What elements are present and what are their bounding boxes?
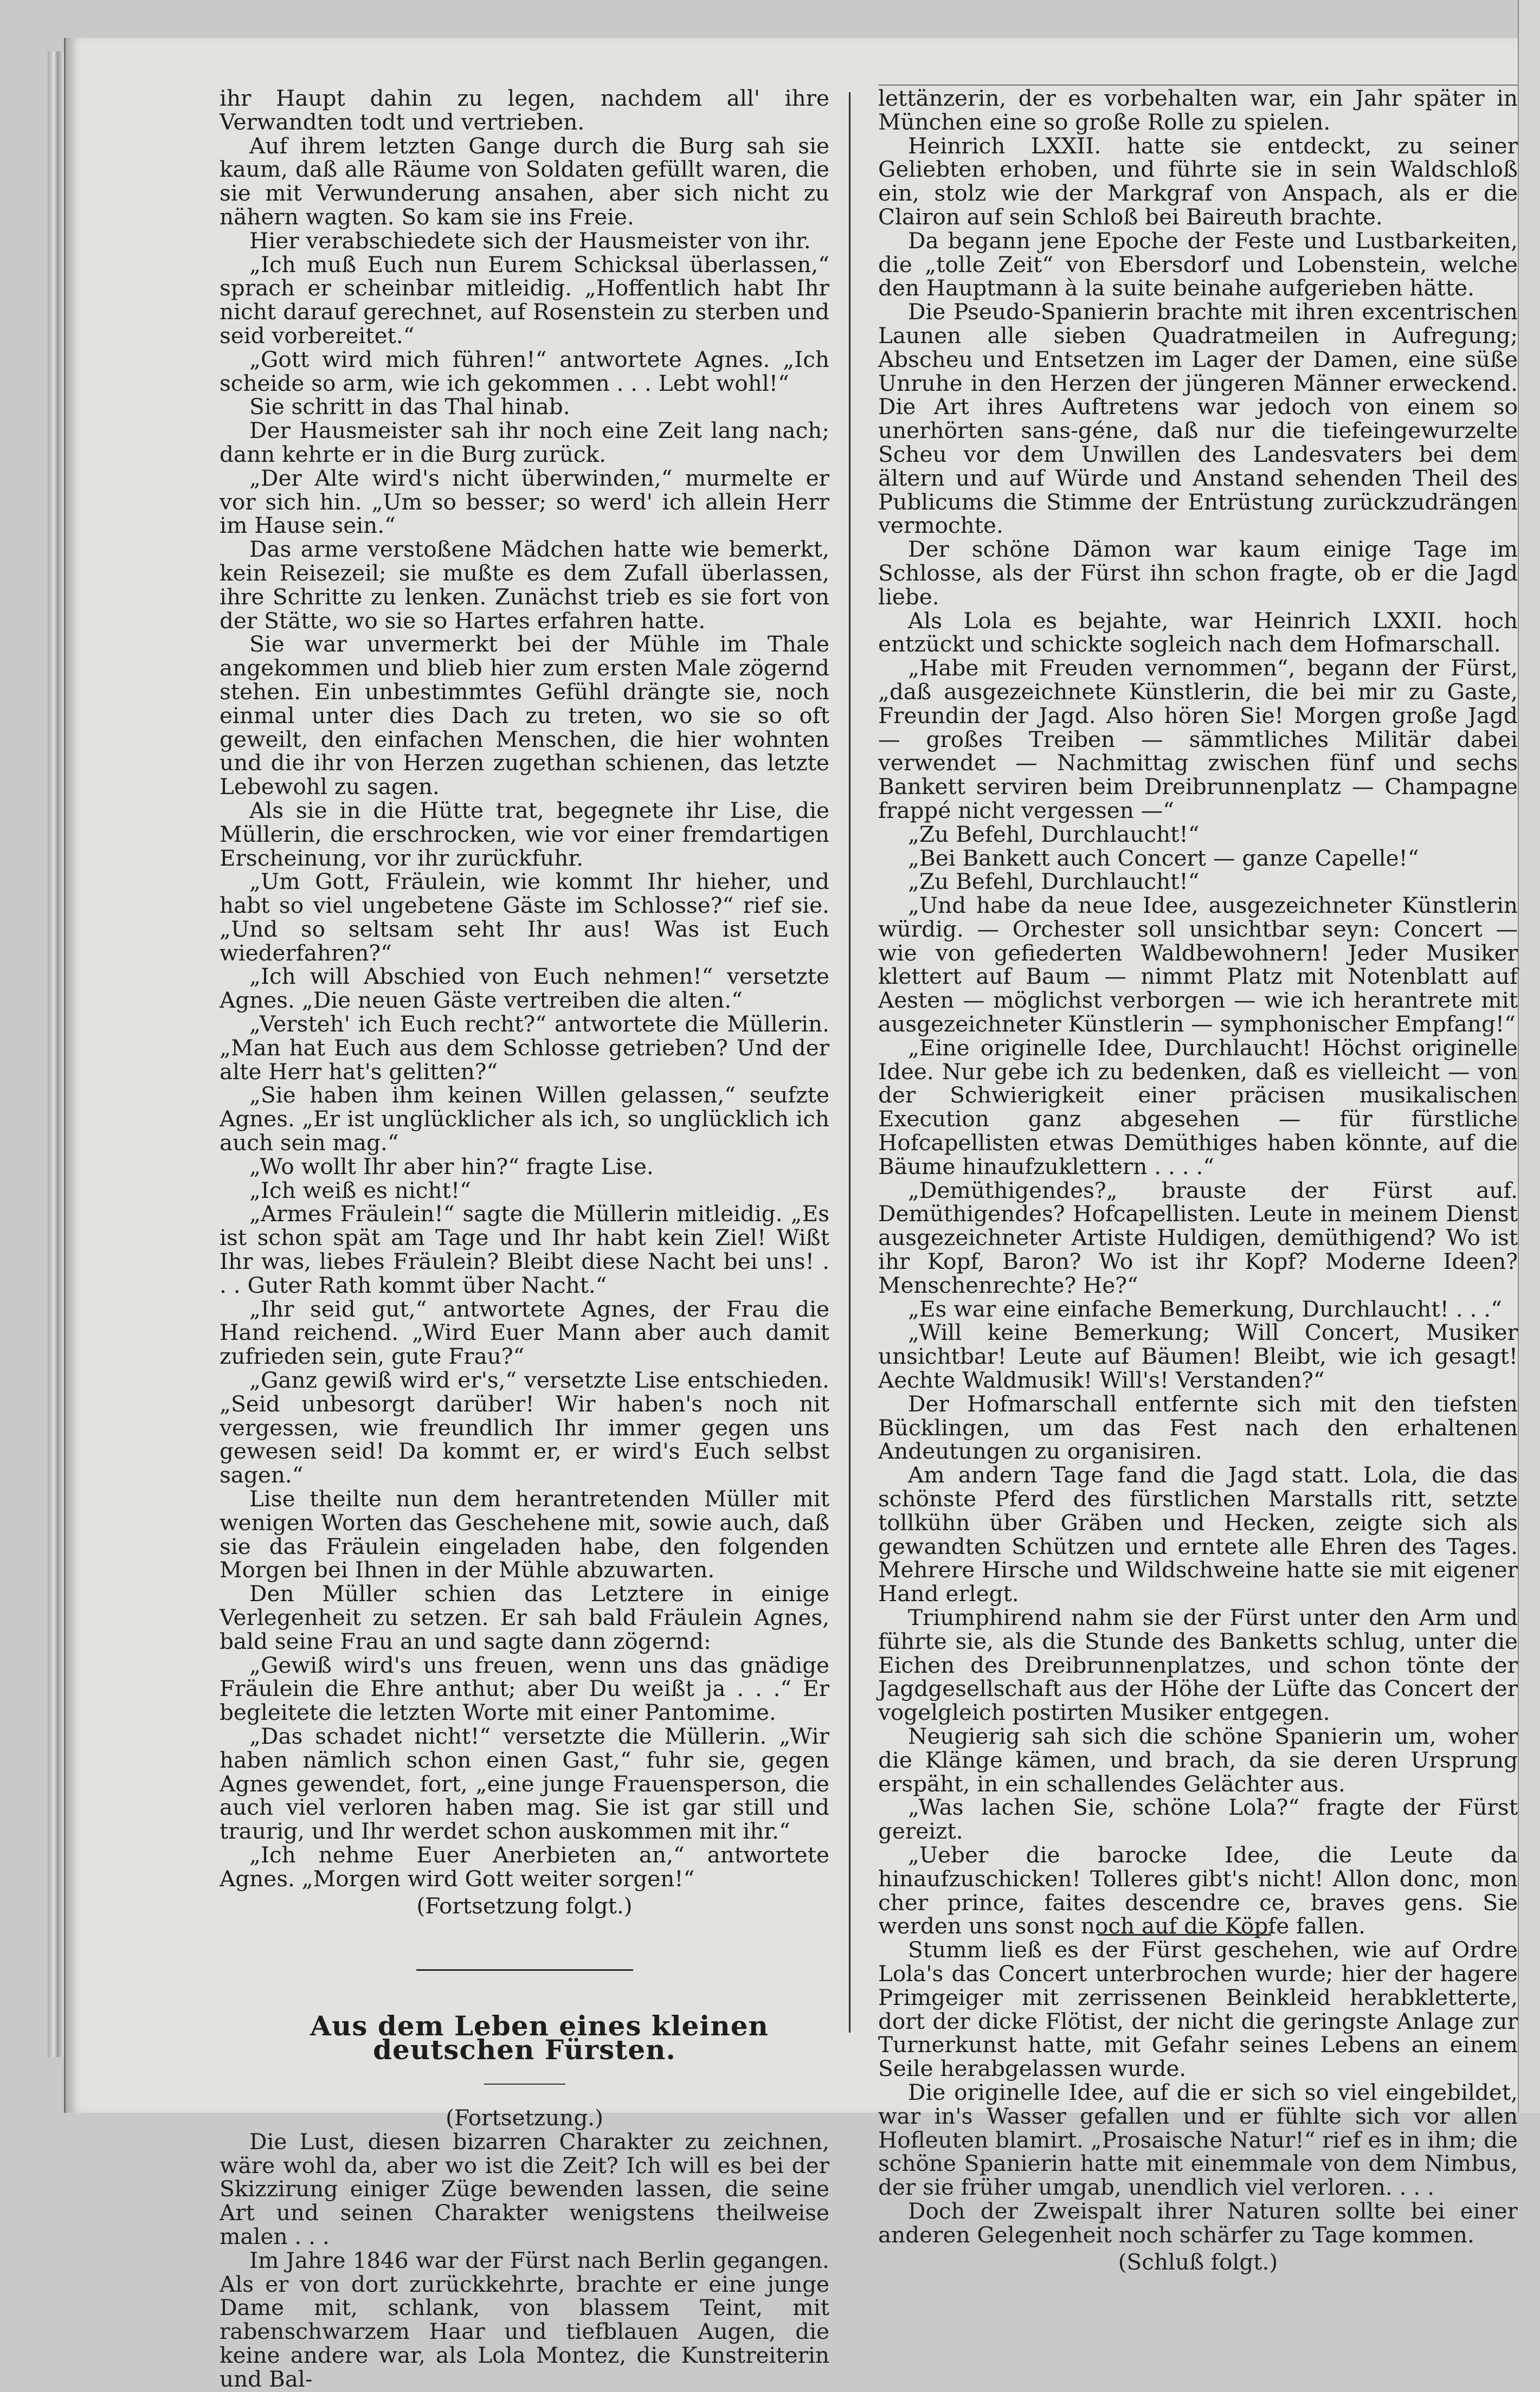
paragraph: Auf ihrem letzten Gange durch die Burg sah sie kaum, daß alle Räume von Soldaten gefüllt waren, die sie mit Verwunderung ansahen, aber sich nicht zu nähern wagten. So kam sie ins Freie. — [220, 132, 829, 230]
paragraph: Sie schritt in das Thal hinab. — [249, 394, 570, 420]
paragraph: Im Jahre 1846 war der Fürst nach Berlin gegangen. Als er von dort zurückkehrte, brachte er eine junge Dame mit, schlank, von blassem Teint, mit rabenschwarzem Haar und tiefblauen Augen, die keine andere war, als Lola Montez, die Kunstreiterin und Bal- — [220, 2247, 829, 2392]
paragraph: „Und habe da neue Idee, ausgezeichneter Künstlerin würdig. — Orchester soll unsichtbar seyn: Concert — wie von gefiederten Waldbewohnern! Jeder Musiker klettert auf Baum — nimmt Platz mit Notenblatt auf Aesten — möglichst verborgen — wie ich herantrete mit ausgezeichneter Künstlerin — symphonischer Empfang!“ — [878, 892, 1518, 1037]
paragraph: „Armes Fräulein!“ sagte die Müllerin mitleidig. „Es ist schon spät am Tage und Ihr habt kein Ziel! Wißt Ihr was, liebes Fräulein? Bleibt diese Nacht bei uns! . . . Guter Rath kommt über Nacht.“ — [220, 1201, 829, 1298]
paragraph: „Sie haben ihm keinen Willen gelassen,“ seufzte Agnes. „Er ist unglücklicher als ich, so unglücklich ich auch sein mag.“ — [220, 1082, 829, 1156]
title-rule — [484, 2084, 565, 2085]
paragraph: Der Hofmarschall entfernte sich mit den tiefsten Bücklingen, um das Fest nach den erhaltenen Andeutungen zu organisiren. — [878, 1390, 1518, 1465]
paragraph: Triumphirend nahm sie der Fürst unter den Arm und führte sie, als die Stunde des Banketts schlug, unter die Eichen des Dreibrunnenplatzes, und schon tönte der Jagdgesellschaft aus der Höhe der Lüfte das Concert der vogelgleich postirten Musiker entgegen. — [878, 1604, 1518, 1726]
paragraph: Heinrich LXXII. hatte sie entdeckt, zu seiner Geliebten erhoben, und führte sie in sein Waldschloß ein, stolz wie der Markgraf von Anspach, als er die Clairon auf sein Schloß bei Baireuth brachte. — [878, 132, 1518, 230]
paragraph: Das arme verstoßene Mädchen hatte wie bemerkt, kein Reisezeil; sie mußte es dem Zufall überlassen, ihre Schritte zu lenken. Zunächst trieb es sie fort von der Stätte, wo sie so Hartes erfahren hatte. — [220, 536, 829, 634]
paragraph: „Gott wird mich führen!“ antwortete Agnes. „Ich scheide so arm, wie ich gekommen . . . Lebt wohl!“ — [220, 346, 829, 396]
paragraph: Am andern Tage fand die Jagd statt. Lola, die das schönste Pferd des fürstlichen Marstalls ritt, setzte tollkühn über Gräben und Hecken, zeigte sich als gewandten Schützen und erntete alle Ehren des Tages. Mehrere Hirsche und Wildschweine hatte sie mit eigener Hand erlegt. — [878, 1462, 1518, 1607]
paragraph: Die Pseudo-Spanierin brachte mit ihren excentrischen Launen alle sieben Quadratmeilen in Aufregung; Abscheu und Entsetzen im Lager der Damen, eine süße Unruhe in den Herzen der jüngeren Männer erweckend. Die Art ihres Auftretens war jedoch von einem so unerhörten sans-géne, daß nur die tiefeingewurzelte Scheu vor dem Unwillen des Landesvaters bei dem ältern und auf Würde und Anstand sehenden Theil des Publicums die Stimme der Entrüstung zurückzudrängen vermochte. — [878, 299, 1518, 539]
closing-note: (Schluß folgt.) — [1118, 2248, 1278, 2275]
paragraph: „Zu Befehl, Durchlaucht!“ — [908, 868, 1200, 895]
section-subtitle: (Fortsetzung.) — [446, 2104, 603, 2131]
paragraph: Den Müller schien das Letztere in einige Verlegenheit zu setzen. Er sah bald Fräulein Agnes, bald seine Frau an und sagte dann zögernd: — [220, 1581, 829, 1654]
paragraph: „Der Alte wird's nicht überwinden,“ murmelte er vor sich hin. „Um so besser; so werd' ich allein Herr im Hause sein.“ — [220, 465, 829, 539]
paragraph: Sie war unvermerkt bei der Mühle im Thale angekommen und blieb hier zum ersten Male zögernd stehen. Ein unbestimmtes Gefühl drängte sie, noch einmal unter dies Dach zu treten, wo sie so oft geweilt, den einfachen Menschen, die hier wohnten und die ihr von Herzen zugethan schienen, das letzte Lebewohl zu sagen. — [220, 631, 829, 800]
paragraph: „Zu Befehl, Durchlaucht!“ — [908, 821, 1200, 847]
paragraph: „Ihr seid gut,“ antwortete Agnes, der Frau die Hand reichend. „Wird Euer Mann aber auch damit zufrieden sein, gute Frau?“ — [220, 1295, 829, 1370]
paragraph: Doch der Zweispalt ihrer Naturen sollte bei einer anderen Gelegenheit noch schärfer zu Tage kommen. — [878, 2197, 1518, 2248]
column-rule — [849, 92, 850, 2033]
adjacent-page-edge — [1518, 0, 1540, 2113]
paragraph: lettänzerin, der es vorbehalten war, ein Jahr später in München eine so große Rolle zu spielen. — [878, 85, 1518, 135]
paragraph: „Wo wollt Ihr aber hin?“ fragte Lise. — [249, 1153, 654, 1179]
paragraph: Stumm ließ es der Fürst geschehen, wie auf Ordre Lola's das Concert unterbrochen wurde; hier der hagere Primgeiger mit zerrissenen Beinkleid herabkletterte, dort der dicke Flötist, der nicht die geringste Anlage zur Turnerkunst hatte, mit Gefahr seines Lebens an einem Seile herabgelassen wurde. — [878, 1937, 1518, 2082]
paragraph: „Ueber die barocke Idee, die Leute da hinaufzuschicken! Tolleres gibt's nicht! Allon donc, mon cher prince, faites descendre ce, braves gens. Sie werden uns sonst noch auf die Köpfe fallen. — [878, 1841, 1518, 1939]
paragraph: „Um Gott, Fräulein, wie kommt Ihr hieher, und habt so viel ungebetene Gäste im Schlosse?“ rief sie. „Und so seltsam seht Ihr aus! Was ist Euch wiederfahren?“ — [220, 868, 829, 966]
paragraph: „Ich muß Euch nun Eurem Schicksal überlassen,“ sprach er scheinbar mitleidig. „Hoffentlich habt Ihr nicht darauf gerechnet, auf Rosenstein zu sterben und seid vorbereitet.“ — [220, 251, 829, 349]
paragraph: „Bei Bankett auch Concert — ganze Capelle!“ — [908, 844, 1419, 871]
paragraph: „Ich nehme Euer Anerbieten an,“ antwortete Agnes. „Morgen wird Gott weiter sorgen!“ — [220, 1841, 829, 1892]
left-column — [220, 87, 829, 2391]
right-column — [878, 87, 1518, 2274]
story-text — [220, 87, 829, 1891]
paragraph: Der Hausmeister sah ihr noch eine Zeit lang nach; dann kehrte er in die Burg zurück. — [220, 417, 829, 467]
paragraph: „Eine originelle Idee, Durchlaucht! Höchst originelle Idee. Nur gebe ich zu bedenken, daß es vielleicht — von der Schwierigkeit einer präcisen musikalischen Execution ganz abgesehen — für fürstliche Hofcapellisten etwas Demüthiges haben könnte, auf die Bäume hinaufzuklettern . . . .“ — [878, 1034, 1518, 1179]
paragraph: Lise theilte nun dem herantretenden Müller mit wenigen Worten das Geschehene mit, sowie auch, daß sie das Fräulein eingeladen habe, den folgenden Morgen bei Ihnen in der Mühle abzuwarten. — [220, 1486, 829, 1583]
end-rule — [1098, 1934, 1271, 1936]
paragraph: „Ganz gewiß wird er's,“ versetzte Lise entschieden. „Seid unbesorgt darüber! Wir haben's noch nit vergessen, wie freundlich Ihr immer gegen uns gewesen seid! Da kommt er, er wird's Euch selbst sagen.“ — [220, 1367, 829, 1488]
paragraph: Als sie in die Hütte trat, begegnete ihr Lise, die Müllerin, die erschrocken, wie vor einer fremdartigen Erscheinung, vor ihr zurückfuhr. — [220, 797, 829, 871]
paragraph: „Will keine Bemerkung; Will Concert, Musiker unsichtbar! Leute auf Bäumen! Bleibt, wie ich gesagt! Aechte Waldmusik! Will's! Verstanden?“ — [878, 1319, 1518, 1394]
paragraph: „Ich will Abschied von Euch nehmen!“ versetzte Agnes. „Die neuen Gäste vertreiben die alten.“ — [220, 963, 829, 1014]
paragraph: „Demüthigendes?„ brauste der Fürst auf. Demüthigendes? Hofcapellisten. Leute in meinem Dienst ausgezeichneter Artiste Huldigen, demüthigend? Wo ist ihr Kopf, Baron? Wo ist ihr Kopf? Moderne Ideen? Menschenrechte? He?“ — [878, 1177, 1518, 1298]
continuation-note: (Fortsetzung folgt.) — [416, 1892, 633, 1919]
paragraph: „Habe mit Freuden vernommen“, begann der Fürst, „daß ausgezeichnete Künstlerin, die bei mir zu Gaste, Freundin der Jagd. Also hören Sie! Morgen große Jagd — großes Treiben — sämmtliches Militär dabei verwendet — Nachmittag zwischen fünf und sechs Bankett serviren beim Dreibrunnenplatz — Champagne frappé nicht vergessen —“ — [878, 655, 1518, 823]
paragraph: Hier verabschiedete sich der Hausmeister von ihr. — [249, 227, 811, 254]
paragraph: ihr Haupt dahin zu legen, nachdem all' ihre Verwandten todt und vertrieben. — [220, 85, 829, 135]
page-stack-edge — [48, 51, 64, 2057]
paragraph: Die originelle Idee, auf die er sich so viel eingebildet, war in's Wasser gefallen und er fühlte sich vor allen Hofleuten blamirt. „Prosaische Natur!“ rief es in ihm; die schöne Spanierin hatte mit einemmale von dem Nimbus, der sie früher umgab, unendlich viel verloren. . . . — [878, 2079, 1518, 2201]
paragraph: „Gewiß wird's uns freuen, wenn uns das gnädige Fräulein die Ehre anthut; aber Du weißt ja . . .“ Er begleitete die letzten Worte mit einer Pantomime. — [220, 1652, 829, 1726]
article-continued-text — [878, 87, 1518, 2247]
article-text — [220, 2130, 829, 2391]
paragraph: Neugierig sah sich die schöne Spanierin um, woher die Klänge kämen, und brach, da sie deren Ursprung erspäht, in ein schallendes Gelächter aus. — [878, 1723, 1518, 1797]
paragraph: „Versteh' ich Euch recht?“ antwortete die Müllerin. „Man hat Euch aus dem Schlosse getrieben? Und der alte Herr hat's gelitten?“ — [220, 1011, 829, 1085]
section-divider — [416, 1969, 633, 1971]
paragraph: „Es war eine einfache Bemerkung, Durchlaucht! . . .“ — [908, 1295, 1502, 1322]
section-title: Aus dem Leben eines kleinen deutschen Fürsten. — [310, 2010, 769, 2066]
paragraph: „Das schadet nicht!“ versetzte die Müllerin. „Wir haben nämlich schon einen Gast,“ fuhr sie, gegen Agnes gewendet, fort, „eine junge Frauensperson, die auch viel verloren haben mag. Sie ist gar still und traurig, und Ihr werdet schon auskommen mit ihr.“ — [220, 1723, 829, 1845]
paragraph: Die Lust, diesen bizarren Charakter zu zeichnen, wäre wohl da, aber wo ist die Zeit? Ich will es bei der Skizzirung einiger Züge bewenden lassen, die seine Art und seinen Charakter wenigstens theilweise malen . . . — [220, 2128, 829, 2249]
paragraph: Da begann jene Epoche der Feste und Lustbarkeiten, die „tolle Zeit“ von Ebersdorf und Lobenstein, welche den Hauptmann à la suite beinahe aufgerieben hätte. — [878, 227, 1518, 301]
paragraph: Als Lola es bejahte, war Heinrich LXXII. hoch entzückt und schickte sogleich nach dem Hofmarschall. — [878, 607, 1518, 657]
paragraph: „Was lachen Sie, schöne Lola?“ fragte der Fürst gereizt. — [878, 1794, 1518, 1845]
paragraph: Der schöne Dämon war kaum einige Tage im Schlosse, als der Fürst ihn schon fragte, ob er die Jagd liebe. — [878, 536, 1518, 610]
paragraph: „Ich weiß es nicht!“ — [249, 1177, 471, 1203]
